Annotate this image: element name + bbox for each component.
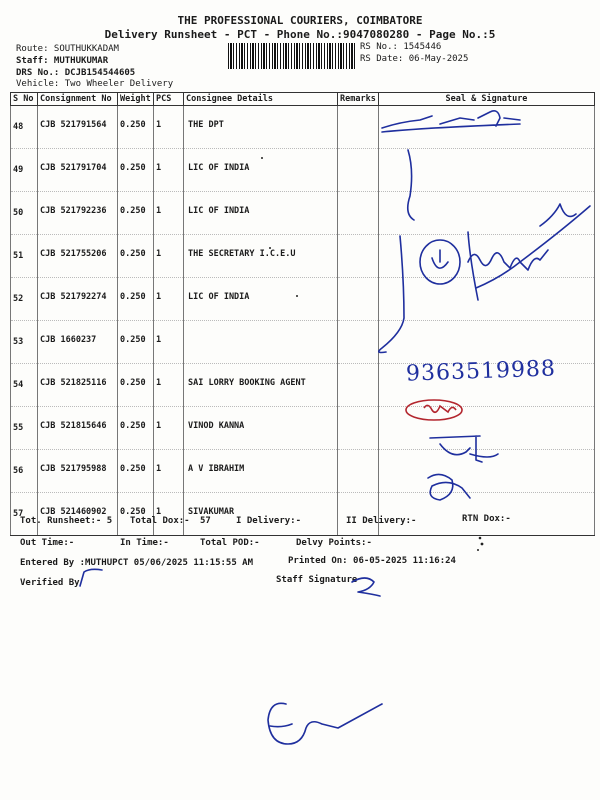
cell-sno: 49 — [11, 149, 38, 192]
cell-weight: 0.250 — [118, 278, 154, 321]
cell-remarks — [338, 149, 379, 192]
staff-signature-label: Staff Signature — [276, 575, 358, 585]
cell-signature — [379, 407, 595, 450]
runsheet-title: Delivery Runsheet - PCT - Phone No.:9047080280 - Page No.:5 — [104, 28, 496, 41]
bottom-signature — [268, 703, 382, 744]
verified-by: Verified By — [20, 578, 80, 588]
barcode — [228, 43, 356, 69]
col-consignment: Consignment No — [38, 93, 118, 106]
total-dox-value: 57 — [200, 516, 211, 526]
cell-sno: 54 — [11, 364, 38, 407]
cell-consignee: SAI LORRY BOOKING AGENT — [184, 364, 338, 407]
verified-tick — [80, 569, 102, 586]
handwritten-phone: 9363519988 — [405, 356, 557, 387]
cell-weight: 0.250 — [118, 450, 154, 493]
table-row — [11, 149, 595, 192]
cell-consignment: CJB 1660237 — [38, 321, 118, 364]
cell-signature — [379, 235, 595, 278]
table-header-row — [11, 93, 595, 106]
cell-weight: 0.250 — [118, 149, 154, 192]
runsheet-table — [10, 92, 595, 536]
cell-consignment: CJB 521792274 — [38, 278, 118, 321]
out-time: Out Time:- — [20, 538, 75, 548]
cell-signature — [379, 321, 595, 364]
col-remarks: Remarks — [338, 93, 379, 106]
table-row — [11, 106, 595, 149]
cell-remarks — [338, 407, 379, 450]
cell-pcs: 1 — [154, 493, 184, 536]
cell-consignment: CJB 521791564 — [38, 106, 118, 149]
company-name: THE PROFESSIONAL COURIERS, COIMBATORE — [177, 14, 423, 27]
cell-weight: 0.250 — [118, 106, 154, 149]
rtn-dox: RTN Dox:- — [462, 514, 511, 524]
delvy-points: Delvy Points:- — [296, 538, 372, 548]
cell-weight: 0.250 — [118, 192, 154, 235]
cell-signature — [379, 106, 595, 149]
cell-consignee: SIVAKUMAR — [184, 493, 338, 536]
route-label: Route: SOUTHUKKADAM — [16, 44, 119, 54]
cell-consignee: THE DPT — [184, 106, 338, 149]
cell-sno: 55 — [11, 407, 38, 450]
cell-sno: 50 — [11, 192, 38, 235]
cell-signature — [379, 149, 595, 192]
cell-consignee: LIC OF INDIA — [184, 192, 338, 235]
cell-weight: 0.250 — [118, 235, 154, 278]
table-row — [11, 235, 595, 278]
col-consignee: Consignee Details — [184, 93, 338, 106]
cell-weight: 0.250 — [118, 493, 154, 536]
cell-weight: 0.250 — [118, 364, 154, 407]
cell-sno: 53 — [11, 321, 38, 364]
col-sno: S No — [11, 93, 38, 106]
drs-number: DRS No.: DCJB154544605 — [16, 68, 136, 78]
cell-signature — [379, 450, 595, 493]
total-dox-label: Total Dox:- — [130, 516, 190, 526]
cell-consignment: CJB 521755206 — [38, 235, 118, 278]
cell-sno: 56 — [11, 450, 38, 493]
cell-remarks — [338, 192, 379, 235]
i-delivery: I Delivery:- — [236, 516, 302, 526]
table-row — [11, 192, 595, 235]
cell-pcs: 1 — [154, 407, 184, 450]
entered-by: Entered By :MUTHUPCT 05/06/2025 11:15:55 AM — [20, 558, 253, 568]
cell-remarks — [338, 235, 379, 278]
in-time: In Time:- — [120, 538, 169, 548]
cell-pcs: 1 — [154, 235, 184, 278]
cell-consignee: A V IBRAHIM — [184, 450, 338, 493]
cell-pcs: 1 — [154, 192, 184, 235]
cell-signature — [379, 278, 595, 321]
col-pcs: PCS — [154, 93, 184, 106]
cell-pcs: 1 — [154, 321, 184, 364]
table-row — [11, 407, 595, 450]
cell-signature — [379, 192, 595, 235]
cell-consignment: CJB 521795988 — [38, 450, 118, 493]
cell-consignee: THE SECRETARY I.C.E.U — [184, 235, 338, 278]
cell-consignee: LIC OF INDIA — [184, 149, 338, 192]
cell-consignee: LIC OF INDIA — [184, 278, 338, 321]
cell-sno: 51 — [11, 235, 38, 278]
cell-consignment: CJB 521792236 — [38, 192, 118, 235]
cell-consignee — [184, 321, 338, 364]
table-row — [11, 278, 595, 321]
tot-runsheet: Tot. Runsheet:- 5 — [20, 516, 113, 526]
cell-sno: 57 — [11, 493, 38, 536]
cell-consignment: CJB 521815646 — [38, 407, 118, 450]
cell-consignment: CJB 521791704 — [38, 149, 118, 192]
table-row — [11, 450, 595, 493]
cell-weight: 0.250 — [118, 321, 154, 364]
cell-remarks — [338, 106, 379, 149]
cell-consignment: CJB 521460902 — [38, 493, 118, 536]
cell-sno: 48 — [11, 106, 38, 149]
table-row — [11, 321, 595, 364]
cell-consignee: VINOD KANNA — [184, 407, 338, 450]
cell-pcs: 1 — [154, 106, 184, 149]
cell-pcs: 1 — [154, 278, 184, 321]
staff-label: Staff: MUTHUKUMAR — [16, 56, 109, 66]
cell-pcs: 1 — [154, 149, 184, 192]
cell-consignment: CJB 521825116 — [38, 364, 118, 407]
vehicle-label: Vehicle: Two Wheeler Delivery — [16, 79, 174, 89]
cell-remarks — [338, 364, 379, 407]
cell-weight: 0.250 — [118, 407, 154, 450]
col-signature: Seal & Signature — [379, 93, 595, 106]
cell-remarks — [338, 450, 379, 493]
col-weight: Weight — [118, 93, 154, 106]
cell-pcs: 1 — [154, 450, 184, 493]
rs-date: RS Date: 06-May-2025 — [360, 54, 469, 64]
ii-delivery: II Delivery:- — [346, 516, 417, 526]
printed-on: Printed On: 06-05-2025 11:16:24 — [288, 556, 456, 566]
cell-pcs: 1 — [154, 364, 184, 407]
cell-remarks — [338, 321, 379, 364]
rs-number: RS No.: 1545446 — [360, 42, 442, 52]
total-pod: Total POD:- — [200, 538, 260, 548]
cell-remarks — [338, 493, 379, 536]
cell-remarks — [338, 278, 379, 321]
cell-sno: 52 — [11, 278, 38, 321]
